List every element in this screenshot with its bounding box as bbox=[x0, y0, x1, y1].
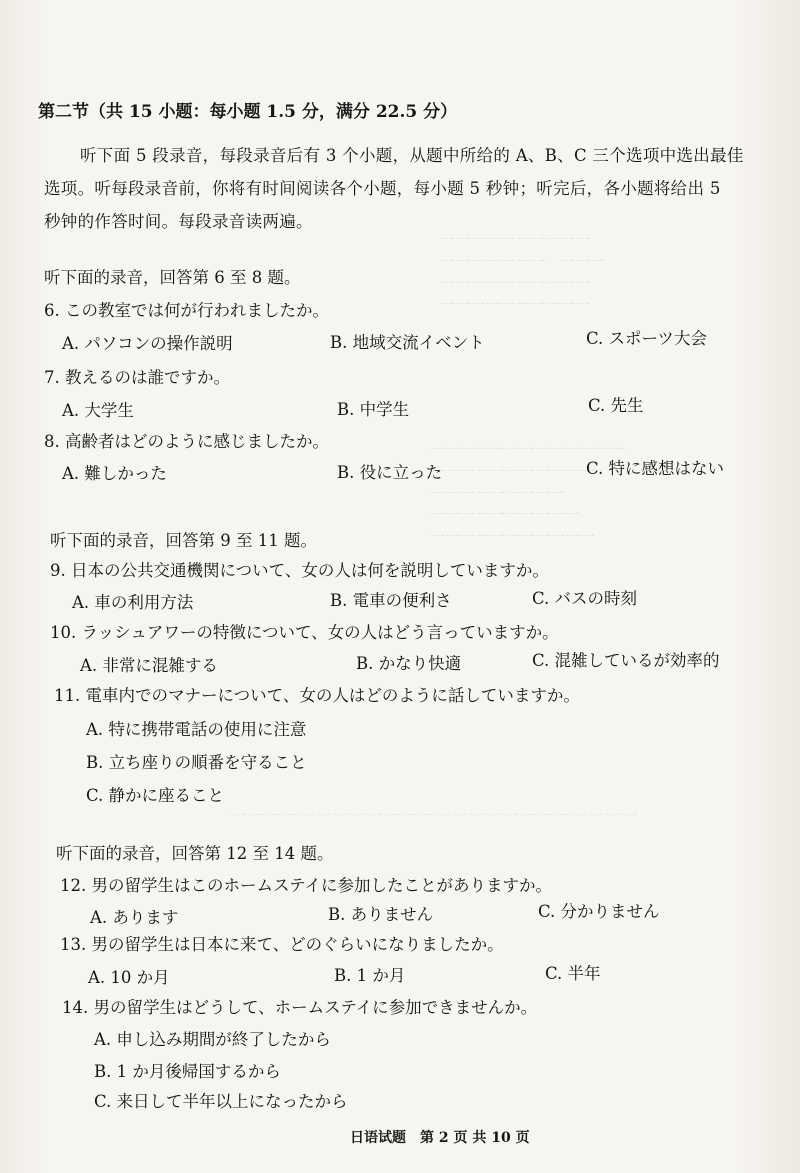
question-stem: 9. 日本の公共交通機関について、女の人は何を説明していますか。 bbox=[50, 561, 549, 580]
option-a[interactable]: A. 10 か月 bbox=[88, 968, 170, 987]
page-footer: 日语试题 第 2 页 共 10 页 bbox=[350, 1130, 530, 1146]
option-c[interactable]: C. スポーツ大会 bbox=[586, 329, 707, 348]
question-stem: 12. 男の留学生はこのホームステイに参加したことがありますか。 bbox=[60, 876, 553, 895]
option-c[interactable]: C. 静かに座ること bbox=[86, 786, 225, 805]
option-c[interactable]: C. バスの時刻 bbox=[532, 589, 638, 608]
option-a[interactable]: A. 特に携帯電話の使用に注意 bbox=[86, 720, 307, 739]
option-c[interactable]: C. 混雑しているが効率的 bbox=[532, 651, 720, 670]
question-stem: 7. 教えるのは誰ですか。 bbox=[44, 368, 230, 387]
option-b[interactable]: B. 1 か月 bbox=[334, 966, 406, 985]
option-a[interactable]: A. あります bbox=[90, 908, 179, 927]
option-b[interactable]: B. 地域交流イベント bbox=[330, 333, 485, 352]
option-c[interactable]: C. 半年 bbox=[545, 964, 601, 983]
option-b[interactable]: B. 1 か月後帰国するから bbox=[94, 1062, 281, 1081]
option-c[interactable]: C. 来日して半年以上になったから bbox=[94, 1092, 348, 1111]
instruction-line-2: 选项。听每段录音前，你将有时间阅读各个小题，每小题 5 秒钟；听完后，各小题将给出 5 bbox=[44, 179, 721, 198]
option-a[interactable]: A. 難しかった bbox=[62, 464, 167, 483]
group-intro: 听下面的录音，回答第 12 至 14 题。 bbox=[56, 844, 334, 863]
group-intro: 听下面的录音，回答第 9 至 11 题。 bbox=[50, 531, 317, 550]
question-stem: 8. 高齢者はどのように感じましたか。 bbox=[44, 432, 329, 451]
question-stem: 6. この教室では何が行われましたか。 bbox=[44, 301, 329, 320]
question-stem: 14. 男の留学生はどうして、ホームステイに参加できませんか。 bbox=[62, 998, 538, 1017]
option-a[interactable]: A. 非常に混雑する bbox=[80, 656, 218, 675]
question-stem: 10. ラッシュアワーの特徴について、女の人はどう言っていますか。 bbox=[50, 623, 559, 642]
option-c[interactable]: C. 特に感想はない bbox=[586, 459, 725, 478]
section-title: 第二节（共 15 小题：每小题 1.5 分，满分 22.5 分） bbox=[38, 102, 458, 122]
question-stem: 11. 電車内でのマナーについて、女の人はどのように話していますか。 bbox=[54, 686, 580, 705]
instruction-line-3: 秒钟的作答时间。每段录音读两遍。 bbox=[44, 212, 313, 231]
option-b[interactable]: B. ありません bbox=[328, 905, 434, 924]
option-b[interactable]: B. かなり快適 bbox=[356, 654, 462, 673]
group-intro: 听下面的录音，回答第 6 至 8 题。 bbox=[44, 268, 301, 287]
option-c[interactable]: C. 先生 bbox=[588, 396, 644, 415]
bleed-through-texture: 一一一一一一一一一一一一一 一一一一一一一一一一一 一一一一一一一一一 一一一一一一一一一一 一一一一一一一一一一一 bbox=[430, 441, 626, 546]
option-c[interactable]: C. 分かりません bbox=[538, 902, 660, 921]
option-b[interactable]: B. 電車の便利さ bbox=[330, 591, 452, 610]
option-a[interactable]: A. パソコンの操作説明 bbox=[62, 334, 233, 353]
option-a[interactable]: A. 大学生 bbox=[62, 401, 134, 420]
option-a[interactable]: A. 申し込み期間が終了したから bbox=[94, 1030, 331, 1049]
option-b[interactable]: B. 中学生 bbox=[337, 400, 410, 419]
option-b[interactable]: B. 立ち座りの順番を守ること bbox=[86, 753, 307, 772]
question-stem: 13. 男の留学生は日本に来て、どのぐらいになりましたか。 bbox=[60, 935, 504, 954]
bleed-through-texture: 一一一一一一一一一一一一一一一一一一一一一一一一 bbox=[230, 807, 638, 827]
option-b[interactable]: B. 役に立った bbox=[337, 463, 443, 482]
bleed-through-texture: 一一一一一一一一一一 一一一一一一一 一一一 一一一一一一一一一一 一一一一一一一一一一 bbox=[440, 231, 606, 315]
instruction-line-1: 听下面 5 段录音，每段录音后有 3 个小题，从题中所给的 A、B、C 三个选项中选出最佳 bbox=[80, 146, 744, 165]
option-a[interactable]: A. 車の利用方法 bbox=[72, 593, 194, 612]
